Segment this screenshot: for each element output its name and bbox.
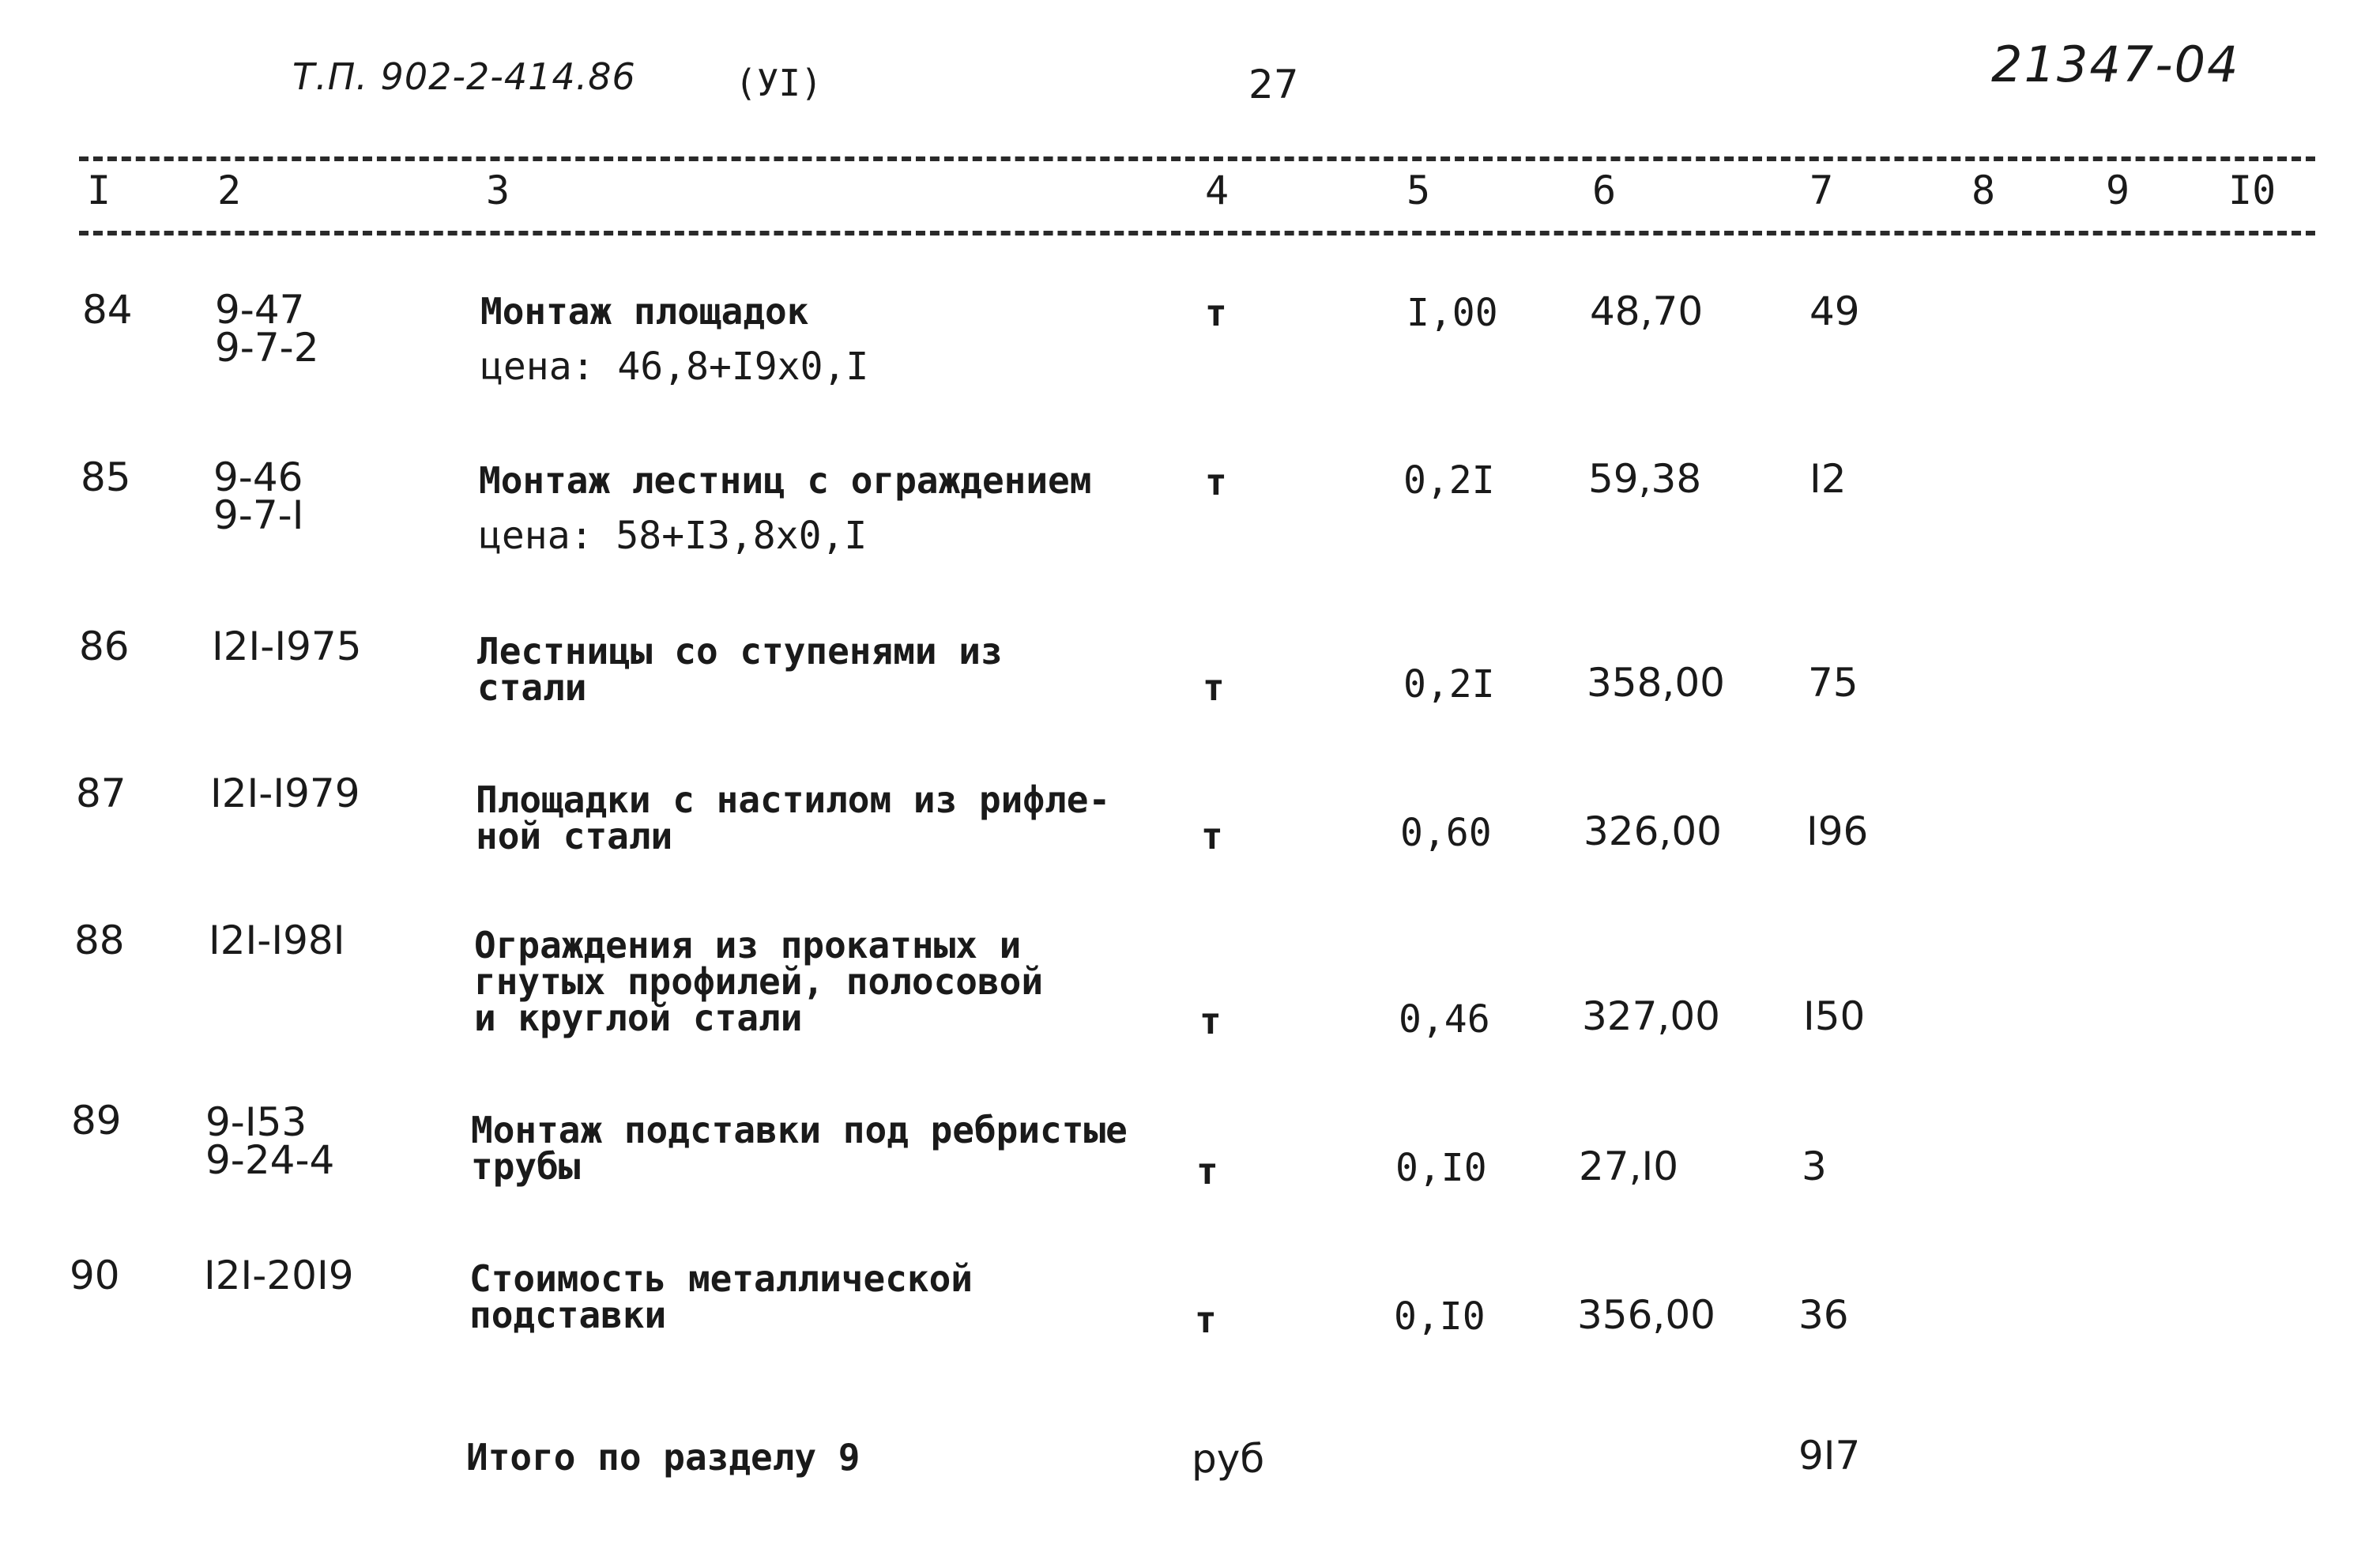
column-header: 2	[217, 168, 242, 213]
column-header: I	[87, 168, 111, 213]
unit-price: 48,70	[1590, 288, 1704, 334]
unit-price: 327,00	[1582, 993, 1720, 1039]
rate-code: I2I-I975	[212, 624, 362, 669]
item-description: Ограждения из прокатных и	[474, 924, 1022, 966]
archive-code: 21347-04	[1991, 36, 2240, 93]
unit-price: 356,00	[1577, 1292, 1715, 1338]
quantity: 0,I0	[1394, 1294, 1486, 1339]
section-total-unit: руб	[1192, 1436, 1265, 1482]
page-number: 27	[1248, 62, 1299, 107]
quantity: I,00	[1407, 291, 1498, 335]
item-description-cont: подставки	[469, 1294, 667, 1336]
unit-price: 27,I0	[1579, 1144, 1679, 1189]
item-description: Монтаж лестниц с ограждением	[479, 459, 1092, 502]
total-cost: 3	[1802, 1144, 1827, 1189]
column-header: 6	[1592, 168, 1617, 213]
total-cost: 49	[1809, 288, 1860, 334]
quantity: 0,2I	[1403, 458, 1495, 503]
unit-price: 326,00	[1584, 808, 1722, 854]
item-description: Стоимость металлической	[469, 1257, 973, 1300]
row-number: 90	[70, 1253, 120, 1298]
column-header: 5	[1407, 168, 1431, 213]
column-header: 3	[486, 168, 510, 213]
unit: т	[1199, 1000, 1222, 1042]
item-description-price: цена: 46,8+I9x0,I	[480, 345, 869, 389]
total-cost: 36	[1798, 1292, 1849, 1338]
unit: т	[1203, 666, 1225, 709]
header-rule-bottom	[79, 231, 2315, 235]
item-description-cont: гнутых профилей, полосовой	[474, 960, 1044, 1003]
total-cost: 75	[1808, 660, 1858, 706]
quantity: 0,60	[1400, 811, 1492, 855]
item-description-price: цена: 58+I3,8x0,I	[479, 514, 868, 558]
rate-code: 9-I53	[205, 1099, 307, 1145]
row-number: 89	[71, 1098, 122, 1144]
rate-code-secondary: 9-7-2	[215, 325, 319, 371]
item-description: Лестницы со ступенями из	[477, 630, 1003, 673]
section-total-label: Итого по разделу 9	[466, 1436, 860, 1479]
rate-code: 9-47	[215, 287, 305, 333]
row-number: 86	[79, 624, 130, 669]
header-rule-top	[79, 156, 2315, 161]
section-total-cost: 9I7	[1798, 1433, 1861, 1479]
item-description-cont: трубы	[471, 1145, 581, 1188]
unit-price: 358,00	[1587, 660, 1725, 706]
column-header: 8	[1971, 168, 1996, 213]
unit: т	[1201, 815, 1223, 857]
section-number: (УI)	[735, 62, 823, 104]
unit: т	[1196, 1150, 1218, 1192]
column-header: 4	[1205, 168, 1230, 213]
unit: т	[1205, 461, 1227, 503]
rate-code: I2I-I98I	[209, 917, 345, 963]
unit: т	[1195, 1298, 1217, 1341]
quantity: 0,46	[1399, 997, 1490, 1042]
column-header: 9	[2106, 168, 2130, 213]
item-description: Площадки с настилом из рифле-	[476, 778, 1111, 821]
column-header: 7	[1809, 168, 1834, 213]
row-number: 88	[74, 917, 125, 963]
unit-price: 59,38	[1588, 456, 1702, 502]
total-cost: I50	[1803, 993, 1866, 1039]
unit: т	[1205, 292, 1227, 334]
document-reference: Т.П. 902-2-414.86	[292, 55, 636, 98]
rate-code-secondary: 9-24-4	[205, 1137, 335, 1183]
quantity: 0,I0	[1395, 1146, 1487, 1190]
quantity: 0,2I	[1403, 662, 1495, 706]
total-cost: I96	[1806, 808, 1869, 854]
row-number: 85	[81, 454, 131, 500]
total-cost: I2	[1809, 456, 1847, 502]
column-header: I0	[2228, 168, 2276, 213]
rate-code: I2I-20I9	[204, 1253, 354, 1298]
rate-code-secondary: 9-7-I	[213, 492, 304, 538]
rate-code: I2I-I979	[210, 770, 360, 816]
item-description-cont: стали	[477, 666, 587, 709]
item-description: Монтаж площадок	[480, 290, 809, 333]
row-number: 87	[76, 770, 126, 816]
row-number: 84	[82, 287, 133, 333]
item-description-cont: и круглой стали	[474, 997, 803, 1039]
rate-code: 9-46	[213, 454, 303, 500]
item-description-cont: ной стали	[476, 815, 673, 857]
item-description: Монтаж подставки под ребристые	[471, 1109, 1128, 1151]
